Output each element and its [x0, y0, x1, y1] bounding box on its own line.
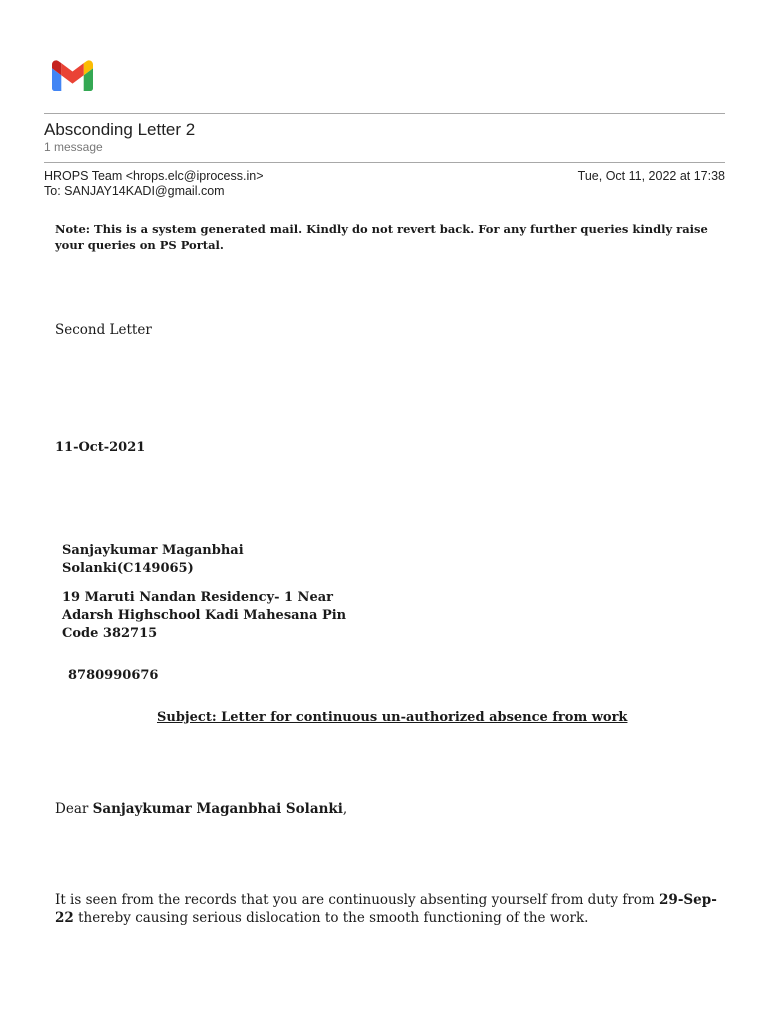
employee-name: Sanjaykumar Maganbhai Solanki(C149065): [62, 543, 244, 576]
gmail-logo-icon: [52, 60, 93, 91]
body-text-continued: thereby causing serious dislocation to the smooth functioning of the work.: [73, 910, 589, 926]
sender-email[interactable]: <hrops.elc@iprocess.in>: [125, 169, 264, 183]
salutation-name: Sanjaykumar Maganbhai Solanki: [92, 801, 343, 817]
message-date: Tue, Oct 11, 2022 at 17:38: [577, 169, 725, 183]
thread-subject: Absconding Letter 2: [44, 120, 196, 139]
employee-phone: 8780990676: [68, 668, 159, 683]
thread-divider: [44, 162, 725, 163]
sender-name[interactable]: HROPS Team: [44, 169, 123, 183]
absence-start-date: 29-Sep-22: [55, 892, 717, 926]
sender-line: [44, 169, 264, 183]
salutation-prefix: Dear: [55, 801, 93, 817]
salutation: [55, 801, 347, 817]
message-count: 1 message: [44, 140, 103, 154]
system-note: Note: This is a system generated mail. Kindly do not revert back. For any further queries kindly raise your queries on PS Portal.: [55, 222, 708, 252]
employee-address: 19 Maruti Nandan Residency- 1 Near Adarsh Highschool Kadi Mahesana Pin Code 382715: [62, 590, 347, 641]
letter-date: 11-Oct-2021: [55, 440, 146, 455]
salutation-suffix: ,: [342, 801, 348, 817]
header-divider: [44, 113, 725, 114]
letter-subject: Subject: Letter for continuous un-authorized absence from work: [157, 710, 628, 725]
letter-label: Second Letter: [55, 322, 152, 338]
recipient-line: To: SANJAY14KADI@gmail.com: [44, 184, 225, 198]
body-text: It is seen from the records that you are continuously absenting yourself from duty from: [55, 892, 660, 908]
letter-body-paragraph: [55, 891, 735, 927]
